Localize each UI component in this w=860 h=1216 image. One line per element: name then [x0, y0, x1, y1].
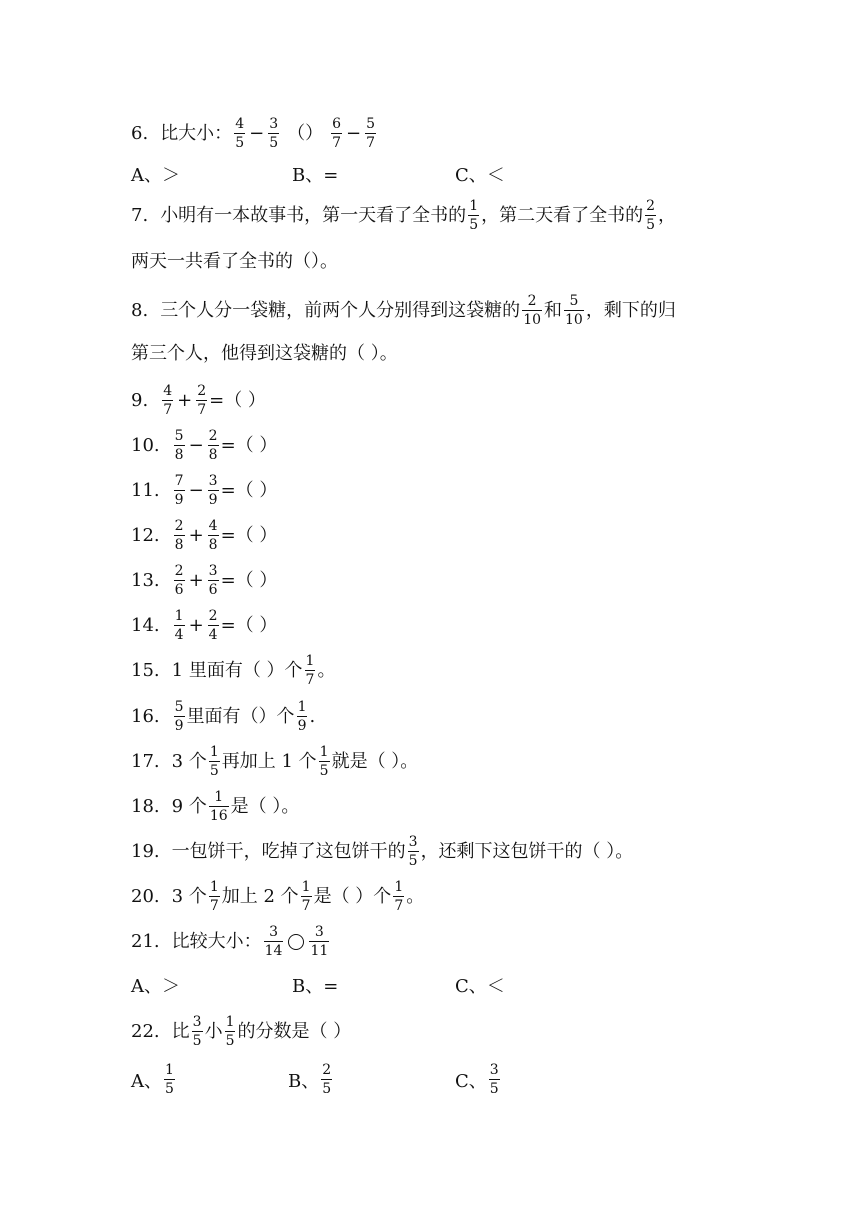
- fraction: [309, 924, 329, 959]
- numerator: 1: [214, 789, 224, 805]
- numerator: 1: [209, 879, 219, 895]
- numerator: 1: [225, 1014, 235, 1030]
- numerator: 2: [527, 293, 537, 309]
- fraction: [174, 473, 185, 508]
- fraction: [305, 653, 316, 688]
- fraction: [174, 518, 185, 553]
- numerator: 3: [208, 473, 218, 489]
- denominator: 7: [163, 402, 173, 418]
- numerator: 2: [322, 1062, 332, 1078]
- option-a: A、＞: [131, 165, 180, 186]
- question-number: 19.: [131, 840, 160, 862]
- fraction: [209, 744, 220, 779]
- denominator: 5: [322, 1081, 332, 1097]
- denominator: 5: [209, 763, 219, 779]
- question-8: [131, 293, 676, 328]
- question-text: 就是（ ）。: [331, 750, 419, 772]
- denominator: 7: [305, 672, 315, 688]
- fraction: [196, 383, 207, 418]
- numerator: 1: [319, 744, 329, 760]
- denominator: 7: [394, 898, 404, 914]
- operator: +: [177, 389, 193, 411]
- denominator: 5: [489, 1081, 499, 1097]
- question-11: [131, 473, 277, 508]
- question-number: 16.: [131, 705, 160, 727]
- answer-blank: =（ ）: [220, 434, 278, 456]
- answer-blank: =（ ）: [220, 524, 278, 546]
- fraction: [264, 924, 284, 959]
- denominator: 8: [208, 447, 218, 463]
- question-number: 18.: [131, 795, 160, 817]
- question-number: 14.: [131, 614, 160, 636]
- numerator: 4: [208, 518, 218, 534]
- question-number: 11.: [131, 479, 160, 501]
- question-text: 的分数是（ ）: [237, 1020, 352, 1042]
- fraction: [208, 473, 219, 508]
- numerator: 2: [197, 383, 207, 399]
- operator: −: [188, 479, 204, 501]
- option-a: [131, 1062, 177, 1097]
- numerator: 1: [469, 198, 479, 214]
- fraction: [174, 428, 185, 463]
- numerator: 1: [301, 879, 311, 895]
- denominator: 9: [174, 718, 184, 734]
- numerator: 1: [165, 1062, 174, 1078]
- question-17: [131, 744, 418, 779]
- numerator: 1: [174, 608, 184, 624]
- fraction: [319, 744, 330, 779]
- option-c: C、＜: [455, 165, 505, 186]
- question-number: 17.: [131, 750, 160, 772]
- question-12: [131, 518, 277, 553]
- fraction: [162, 383, 173, 418]
- question-13: [131, 563, 277, 598]
- option-b: [288, 1062, 334, 1097]
- denominator: 7: [209, 898, 219, 914]
- numerator: 6: [332, 116, 342, 132]
- question-number: 10.: [131, 434, 160, 456]
- fraction: [468, 198, 479, 233]
- numerator: 3: [489, 1062, 499, 1078]
- numerator: 7: [174, 473, 184, 489]
- denominator: 5: [192, 1033, 202, 1049]
- question-text: 第三个人，他得到这袋糖的（ ）。: [131, 343, 398, 364]
- question-9: [131, 383, 266, 418]
- question-19: [131, 834, 633, 869]
- denominator: 5: [408, 853, 418, 869]
- numerator: 1: [305, 653, 315, 669]
- operator: −: [346, 122, 362, 144]
- operator: −: [249, 122, 265, 144]
- fraction: [225, 1014, 236, 1049]
- numerator: 2: [174, 563, 184, 579]
- question-number: 15.: [131, 659, 160, 681]
- fraction: [164, 1062, 175, 1097]
- denominator: 8: [174, 537, 184, 553]
- question-number: 21.: [131, 930, 160, 952]
- fraction: [645, 198, 656, 233]
- denominator: 5: [319, 763, 329, 779]
- numerator: 1: [394, 879, 404, 895]
- question-14: [131, 608, 277, 643]
- denominator: 5: [646, 217, 656, 233]
- answer-blank: =（ ）: [209, 389, 266, 411]
- denominator: 10: [523, 312, 542, 328]
- option-c: [455, 1062, 502, 1097]
- denominator: 4: [208, 627, 218, 643]
- fraction: [174, 699, 185, 734]
- numerator: 5: [366, 116, 376, 132]
- denominator: 16: [209, 808, 228, 824]
- question-text: 3 个: [171, 885, 207, 907]
- numerator: 2: [208, 428, 218, 444]
- question-text: 比大小：: [160, 122, 233, 144]
- denominator: 6: [208, 582, 218, 598]
- numerator: 5: [174, 428, 184, 444]
- question-number: 22.: [131, 1020, 160, 1042]
- numerator: 3: [408, 834, 418, 850]
- comparison-circle-icon: [288, 934, 304, 950]
- question-text: 。: [406, 885, 425, 907]
- numerator: 3: [192, 1014, 202, 1030]
- question-number: 8.: [131, 299, 149, 321]
- numerator: 4: [163, 383, 173, 399]
- option-label: C、: [455, 1070, 487, 1092]
- answer-blank: =（ ）: [220, 614, 278, 636]
- question-text: 是（ ）个: [313, 885, 392, 907]
- fraction: [321, 1062, 332, 1097]
- fraction: [301, 879, 312, 914]
- denominator: 9: [297, 718, 307, 734]
- numerator: 3: [208, 563, 218, 579]
- fraction: [209, 879, 220, 914]
- fraction: [208, 428, 219, 463]
- question-text: 一包饼干，吃掉了这包饼干的: [171, 840, 406, 862]
- question-7: [131, 198, 676, 233]
- operator: −: [188, 434, 204, 456]
- fraction: [234, 116, 245, 151]
- numerator: 2: [174, 518, 184, 534]
- denominator: 9: [174, 492, 184, 508]
- fraction: [192, 1014, 203, 1049]
- option-b: B、=: [292, 165, 339, 186]
- denominator: 9: [208, 492, 218, 508]
- denominator: 7: [332, 135, 342, 151]
- question-16: [131, 699, 315, 734]
- question-number: 6.: [131, 122, 149, 144]
- question-text: 小: [204, 1020, 223, 1042]
- numerator: 3: [314, 924, 324, 940]
- question-21: [131, 924, 331, 959]
- question-text: 9 个: [171, 795, 207, 817]
- question-text: 。: [317, 659, 336, 681]
- question-number: 13.: [131, 569, 160, 591]
- question-number: 20.: [131, 885, 160, 907]
- denominator: 7: [197, 402, 207, 418]
- fraction: [208, 563, 219, 598]
- denominator: 5: [235, 135, 245, 151]
- question-text: 3 个: [171, 750, 207, 772]
- fraction: [408, 834, 419, 869]
- fraction: [174, 563, 185, 598]
- denominator: 8: [174, 447, 184, 463]
- question-text: 和: [544, 299, 563, 321]
- question-text: ，还剩下这包饼干的（ ）。: [420, 840, 634, 862]
- question-7-line-2: [131, 250, 338, 274]
- numerator: 1: [297, 699, 307, 715]
- question-text: ，第二天看了全书的: [481, 204, 644, 226]
- option-b: B、=: [292, 976, 339, 997]
- numerator: 5: [569, 293, 579, 309]
- numerator: 3: [269, 924, 279, 940]
- question-15: [131, 653, 335, 688]
- question-text: 加上 2 个: [221, 885, 299, 907]
- question-text: ，剩下的归: [585, 299, 676, 321]
- question-text: 三个人分一袋糖，前两个人分别得到这袋糖的: [160, 299, 521, 321]
- fraction: [208, 608, 219, 643]
- answer-blank: =（ ）: [220, 479, 278, 501]
- denominator: 5: [165, 1081, 174, 1097]
- question-6: [131, 116, 378, 151]
- fraction: [174, 608, 185, 643]
- numerator: 2: [208, 608, 218, 624]
- fraction: [268, 116, 279, 151]
- question-number: 12.: [131, 524, 160, 546]
- question-text: 里面有（）个: [186, 705, 295, 727]
- question-number: 7.: [131, 204, 149, 226]
- fraction: [564, 293, 584, 328]
- question-10: [131, 428, 277, 463]
- question-text: .: [309, 705, 316, 727]
- question-18: [131, 789, 299, 824]
- question-20: [131, 879, 424, 914]
- question-8-line-2: [131, 342, 398, 366]
- answer-blank: =（ ）: [220, 569, 278, 591]
- denominator: 10: [565, 312, 583, 328]
- question-text: 比: [171, 1020, 190, 1042]
- fraction: [522, 293, 542, 328]
- denominator: 6: [174, 582, 184, 598]
- question-text: 再加上 1 个: [221, 750, 317, 772]
- numerator: 2: [646, 198, 656, 214]
- fraction: [489, 1062, 500, 1097]
- fraction: [297, 699, 308, 734]
- question-text: ，: [658, 204, 677, 226]
- numerator: 4: [235, 116, 245, 132]
- denominator: 4: [174, 627, 184, 643]
- numerator: 1: [209, 744, 219, 760]
- numerator: 3: [269, 116, 279, 132]
- answer-blank: （）: [287, 122, 324, 144]
- question-text: 是（ ）。: [230, 795, 300, 817]
- question-text: 小明有一本故事书，第一天看了全书的: [160, 204, 467, 226]
- denominator: 11: [310, 943, 329, 959]
- fraction: [208, 518, 219, 553]
- operator: +: [188, 569, 204, 591]
- denominator: 7: [366, 135, 376, 151]
- operator: +: [188, 524, 204, 546]
- denominator: 8: [208, 537, 218, 553]
- fraction: [331, 116, 342, 151]
- numerator: 5: [174, 699, 184, 715]
- fraction: [365, 116, 376, 151]
- denominator: 14: [264, 943, 283, 959]
- question-text: 1 里面有（ ）个: [171, 659, 303, 681]
- fraction: [393, 879, 404, 914]
- question-text: 比较大小：: [171, 930, 262, 952]
- option-a: A、＞: [131, 976, 180, 997]
- denominator: 5: [469, 217, 479, 233]
- question-22: [131, 1014, 351, 1049]
- fraction: [209, 789, 229, 824]
- option-c: C、＜: [455, 976, 505, 997]
- question-text: 两天一共看了全书的（）。: [131, 251, 338, 272]
- denominator: 7: [301, 898, 311, 914]
- denominator: 5: [269, 135, 279, 151]
- option-label: B、: [288, 1070, 320, 1092]
- denominator: 5: [225, 1033, 235, 1049]
- operator: +: [188, 614, 204, 636]
- option-label: A、: [131, 1070, 162, 1092]
- question-number: 9.: [131, 389, 149, 411]
